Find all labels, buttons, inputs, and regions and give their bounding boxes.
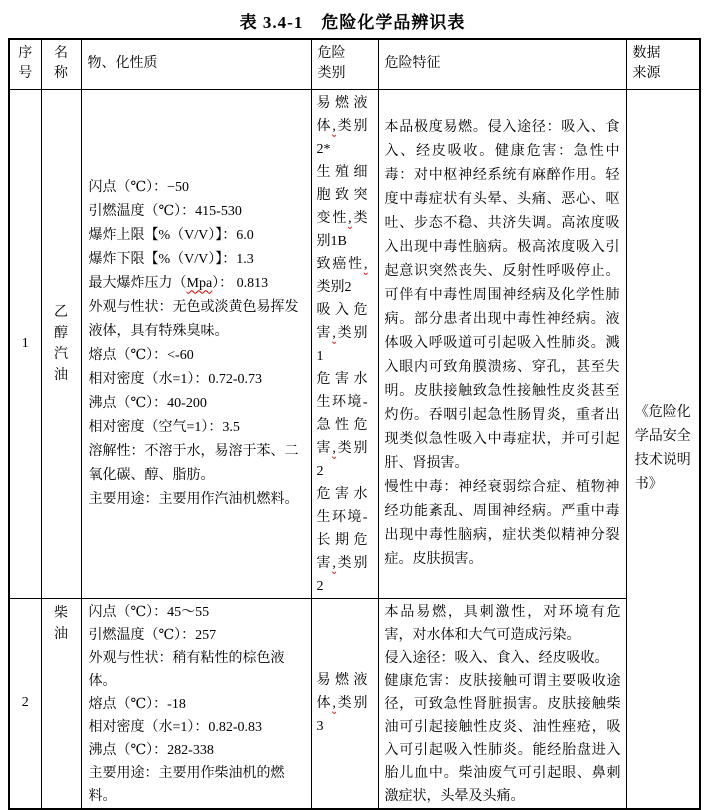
- hazard-characteristics-text-1: 本品极度易燃。侵入途径：吸入、食入、经皮吸收。健康危害：急性中毒：对中枢神经系统有麻醉作用。轻度中毒症状有头晕、头痛、恶心、呕吐、步态不稳、共济失调。高浓度吸入出现中毒性脑病。极高浓度吸入引起意识突然丧失、反射性呼吸停止。可伴有中毒性周围神经病及化学性肺病。部分患者出现中毒性神经病。液体吸入呼吸道可引起吸入性肺炎。溅入眼内可致角膜溃疡、穿孔，甚至失明。皮肤接触致急性接触性皮炎甚至灼伤。吞咽引起急性肠胃炎，重者出现类似急性吸入中毒症状，并可引起肝、肾损害。 慢性中毒：神经衰弱综合症、植物神经功能紊乱、周围神经病。严重中毒出现中毒性脑病，症状类似精神分裂症。皮肤损害。: [384, 119, 620, 567]
- serial-number-cell-2: [9, 598, 41, 809]
- header-row: [9, 39, 700, 89]
- header-hazard-characteristics-label: 危险特征: [384, 56, 441, 72]
- header-serial-number: [9, 39, 41, 89]
- header-physical-chemical-properties: [81, 39, 311, 89]
- table-row-ethanol-gasoline: [9, 89, 700, 598]
- properties-cell-1: [81, 89, 311, 598]
- page-title: 表 3.4-1 危险化学品辨识表: [239, 13, 466, 32]
- header-hazard-category: [311, 39, 378, 89]
- serial-number-2: 2: [21, 695, 29, 710]
- header-hazard-characteristics: [378, 39, 626, 89]
- header-physical-chemical-properties-label: 物、化性质: [87, 56, 158, 72]
- name-cell-2: [41, 598, 81, 809]
- hazard-characteristics-text-2: 本品易燃，具刺激性，对环境有危害，对水体和大气可造成污染。 侵入途径：吸入、食入、经皮吸收。 健康危害：皮肤接触可谓主要吸收途径，可致急性肾脏损害。皮肤接触柴油可引起接触性皮炎、油性痤疮，吸入可引起吸入性肺炎。能经胎盘进入胎儿血中。柴油废气可引起眼、鼻刺激症状，头晕及头痛。: [384, 604, 621, 804]
- table-row-diesel: [9, 598, 700, 809]
- data-source-cell: [626, 89, 700, 809]
- hazard-characteristics-cell-1: [378, 89, 626, 598]
- serial-number-cell-1: [9, 89, 41, 598]
- name-cell-1: [41, 89, 81, 598]
- chemical-name-ethanol-gasoline: 乙醇汽油: [54, 304, 68, 383]
- header-name-label: 名称: [54, 46, 68, 82]
- hazard-category-list-1: 易燃液体,类别2* 生殖细胞致突变性,类别1B 致癌性,类别2 吸入危害,类别1 危害水生环境-急性危害,类别2 危害水生环境-长期危害,类别2: [316, 95, 368, 594]
- chemical-name-diesel: 柴油: [54, 605, 68, 642]
- hazard-category-cell-1: [311, 89, 378, 598]
- properties-cell-2: [81, 598, 311, 809]
- hazardous-chemical-identification-table: [8, 38, 701, 810]
- serial-number-1: 1: [21, 335, 29, 351]
- properties-list-2: 闪点（℃）：45～55 引燃温度（℃）：257 外观与性状：稍有粘性的棕色液体。 熔点（℃）：-18 相对密度（水=1）：0.82-0.83 沸点（℃）：282-338 主要用途：主要用作柴油机的燃料。: [88, 604, 285, 804]
- hazard-category-list-2: 易燃液体,类别3: [316, 672, 368, 734]
- header-hazard-category-label: 危险类别: [317, 46, 346, 82]
- header-data-source: [626, 39, 700, 89]
- header-name: [41, 39, 81, 89]
- header-data-source-label: 数据来源: [632, 46, 661, 82]
- data-source-text: 《危险化学品安全技术说明书》: [634, 404, 691, 492]
- properties-list-1: 闪点（℃）：−50 引燃温度（℃）：415-530 爆炸上限【%（V/V）】：6.0 爆炸下限【%（V/V）】：1.3 最大爆炸压力（Mpa）： 0.813 外观与性状：无色或淡黄色易挥发液体，具有特殊臭味。 熔点（℃）：<-60 相对密度（水=1）：0.72-0.73 沸点（℃）：40-200 相对密度（空气=1）：3.5 溶解性：不溶于水，易溶于苯、二氧化碳、醇、脂肪。 主要用途：主要用作汽油机燃料。: [88, 179, 299, 507]
- header-serial-number-label: 序号: [18, 46, 33, 82]
- hazard-characteristics-cell-2: [378, 598, 626, 809]
- hazard-category-cell-2: [311, 598, 378, 809]
